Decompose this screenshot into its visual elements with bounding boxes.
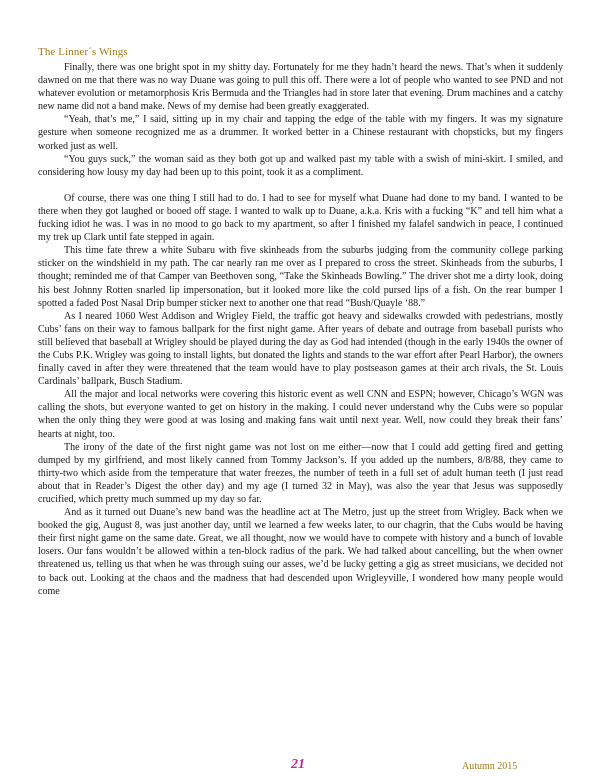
paragraph: This time fate threw a white Subaru with five skinheads from the suburbs judging from the community college parking sticker on the windshield in my path. The car nearly ran me over as I prepared to cross the street. Skinheads from the suburbs, I thought; reminded me of that Camper van Beethoven song, “Take the Skinheads Bowling.” The driver shot me a dirty look, doing his best Johnny Rotten snarled lip impersonation, but it looked more like the cold pursed lips of a fish. On the rear bumper I spotted a faded Post Nasal Drip bumper sticker next to another one that read “Bush/Quayle ‘88.” [38, 245, 563, 309]
running-header: The Linner´s Wings [38, 46, 128, 58]
body-text [38, 61, 563, 598]
issue-label: Autumn 2015 [462, 761, 518, 772]
paragraph: Of course, there was one thing I still had to do. I had to see for myself what Duane had done to my band. I wanted to be there when they got laughed or booed off stage. I wanted to walk up to Duane, a.k.a. Kris with a fucking “K” and tell him what a fucking idiot he was. I was in no mood to go back to my apartment, so after I finished my falafel sandwich in peace, I continued my trek up Clark until fate stepped in again. [38, 192, 563, 244]
paragraph: “You guys suck,” the woman said as they both got up and walked past my table with a swish of mini-skirt. I smiled, and considering how lousy my day had been up to this point, took it as a compliment. [38, 153, 563, 178]
paragraph: Finally, there was one bright spot in my shitty day. Fortunately for me they hadn’t heard the news. That’s when it suddenly dawned on me that there was no way Duane was going to pull this off. There were a lot of people who wanted to see PND and not whatever evolution or metamorphosis Kris Bermuda and the Triangles had in store later that evening. Drum machines and a catchy new name did not a band make. News of my demise had been greatly exaggerated. [38, 62, 563, 113]
page-number: 21 [291, 757, 305, 772]
paragraph: As I neared 1060 West Addison and Wrigley Field, the traffic got heavy and sidewalks crowded with pedestrians, mostly Cubs’ fans on their way to famous ballpark for the first night game. After years of debate and outrage from baseball purists who still believed that baseball at Wrigley should be played during the day as God had intended (though in the early 1940s the owner of the Cubs P.K. Wrigley was going to install lights, but donated the lights and stands to the war effort after Pearl Harbor), the owners finally caved in after they were threatened that the team would have to play postseason games at their arch rivals, the St. Louis Cardinals’ ballpark, Busch Stadium. [38, 310, 563, 388]
paragraph: All the major and local networks were covering this historic event as well CNN and ESPN; however, Chicago’s WGN was calling the shots, but everyone wanted to get on history in the making. I could never understand why the Cubs were so popular when the only thing they were good at was losing and making fans wait until next year. Well, now could they break their fans’ hearts at night, too. [38, 389, 563, 440]
paragraph: The irony of the date of the first night game was not lost on me either—now that I could add getting fired and getting dumped by my girlfriend, and most likely canned from Tommy Jackson’s. If you added up the numbers, 8/8/88, they came to thirty-two which aside from the temperature that water freezes, the number of teeth in a full set of adult human teeth (I just read about that in Reader’s Digest the other day) and my age (I turned 32 in May), was also the year that Jesus was supposedly crucified, which pretty much summed up my day so far. [38, 441, 563, 505]
paragraph: And as it turned out Duane’s new band was the headline act at The Metro, just up the street from Wrigley. Back when we booked the gig, August 8, was just another day, until we learned a few weeks later, to our chagrin, that the Cubs would be having their first night game on the same date. Great, we all thought, now we would have to compete with history and a bunch of lovable losers. Our fans wouldn’t be allowed within a ten-block radius of the park. We had talked about cancelling, but the when owner threatened us, telling us that when he was through suing our asses, we’d be lucky getting a gig as street musicians, we decided not to back out. Looking at the chaos and the madness that had descended upon Wrigleyville, I wondered how many people would come [38, 507, 563, 597]
paragraph: “Yeah, that’s me,” I said, sitting up in my chair and tapping the edge of the table with my fingers. It was my signature gesture when someone recognized me as a drummer. It worked better in a Chinese restaurant with chopsticks, but my fingers worked just as well. [38, 114, 563, 152]
